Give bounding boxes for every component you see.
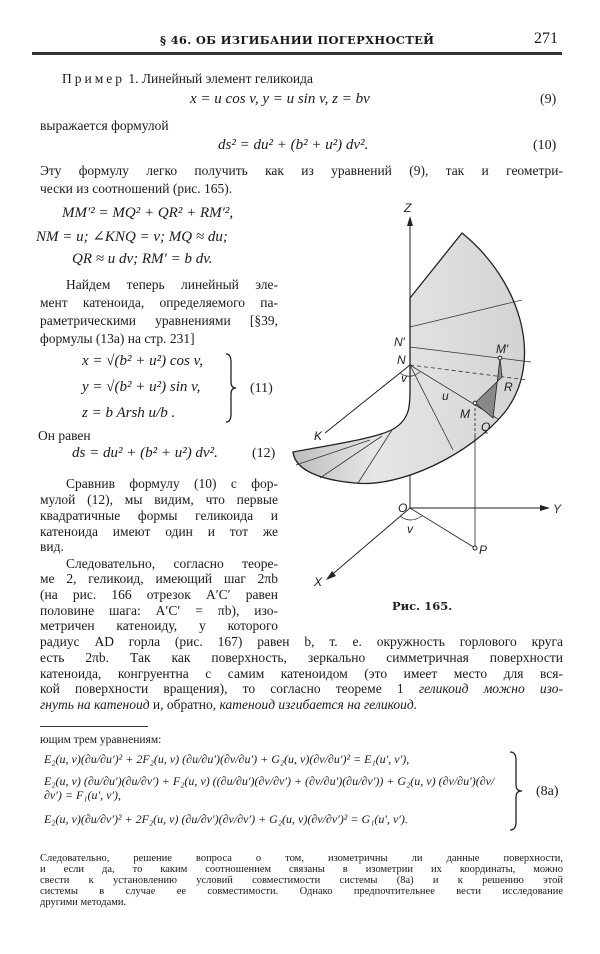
equation-11-line: y = √(b² + u²) sin v,: [82, 379, 201, 395]
text-line: раметрическими уравнениями [§39,: [40, 313, 278, 328]
arrow-z: [407, 216, 413, 226]
text-line: (на рис. 166 отрезок A′C′ равен: [40, 587, 278, 602]
equation-9: x = u cos v, y = u sin v, z = bv: [190, 91, 370, 107]
label-n: N: [397, 353, 406, 367]
page-number: 271: [534, 30, 558, 47]
relation-3: QR ≈ u dv; RM′ = b dv.: [72, 251, 213, 267]
text-line: есть 2πb. Так как поверхность, зеркально симметричная поверхности: [40, 650, 563, 665]
label-z: Z: [404, 201, 412, 215]
figure-caption: Рис. 165.: [392, 599, 453, 613]
text-line: ме 2, геликоид, имеющий шаг 2πb: [40, 571, 278, 586]
equation-11-line: z = b Arsh u/b .: [82, 405, 176, 421]
text-line: [40, 697, 417, 712]
text-italic: катеноид изгибается на геликоид.: [219, 697, 418, 712]
label-u: u: [442, 389, 449, 403]
label-q: Q: [481, 420, 491, 434]
label-x: X: [314, 575, 323, 589]
text-line: формулы (13а) на стр. 231]: [40, 331, 195, 346]
x-axis: [328, 508, 410, 578]
footnote-text-line: другими методами.: [40, 897, 127, 908]
label-y: Y: [553, 502, 562, 516]
arrow-y: [540, 505, 550, 511]
equation-9-number: (9): [540, 92, 557, 107]
label-o: O: [398, 501, 408, 515]
k-line: [325, 365, 410, 433]
header-rule: [32, 52, 562, 55]
equation-12: ds = du² + (b² + u²) dv².: [72, 445, 218, 461]
footnote-text-line: Следовательно, решение вопроса о том, изометричны ли данные поверхности,: [40, 853, 563, 864]
label-p: P: [479, 543, 488, 557]
angle-arc-bottom: [400, 516, 422, 520]
equation-12-number: (12): [252, 446, 276, 461]
right-brace: [224, 352, 238, 424]
equation-10: ds² = du² + (b² + u²) dv².: [218, 137, 369, 153]
text-line: радиус AD горла (рис. 167) равен b, т. е. окружность горлового круга: [40, 634, 563, 649]
text-line: катеноида, конгруентна с самим катеноидом (это имеет место для вся-: [40, 666, 563, 681]
label-k: K: [314, 429, 323, 443]
text-line: Сравнив формулу (10) с фор-: [66, 476, 278, 491]
text-line: выражается формулой: [40, 118, 169, 133]
equation-8a-line: E₂(u, v) (∂u/∂u′)(∂u/∂v′) + F₂(u, v) ((∂u/∂u′)(∂v/∂v′) + (∂v/∂u′)(∂u/∂v′)) + G₂(u, v) (∂v/∂u′)(∂v/∂v′) = F₁(u′, v′),: [44, 774, 495, 802]
text-line: Найдем теперь линейный эле-: [66, 277, 278, 292]
footnote-text-line: и если да, то каким соотношением связаны в изометрии их координаты, можно: [40, 864, 563, 875]
point-m-prime: [498, 356, 502, 360]
equation-10-number: (10): [533, 138, 557, 153]
label-m-prime: M′: [496, 342, 509, 356]
text-line: метричен катеноиду, у которого: [40, 618, 278, 633]
text-line: Эту формулу легко получить как из уравнений (9), так и геометри-: [40, 163, 563, 178]
footnote-rule: [40, 726, 148, 727]
example-label: Пример: [62, 71, 126, 86]
label-m: M: [460, 407, 470, 421]
text-line: квадратичные формы геликоида и: [40, 508, 278, 523]
example-intro: 1. Линейный элемент геликоида: [128, 71, 313, 86]
equation-8a-line: E₂(u, v)(∂u/∂v′)² + 2F₂(u, v) (∂u/∂v′)(∂v/∂v′) + G₂(u, v)(∂v/∂v′)² = G₁(u′, v′).: [44, 812, 408, 826]
text-line: половине шага: A′C′ = πb), изо-: [40, 603, 278, 618]
text-plain: и, обратно,: [149, 697, 220, 712]
point-m: [473, 401, 477, 405]
label-v-top: v: [401, 371, 407, 385]
point-p: [473, 546, 477, 550]
text-line: вид.: [40, 539, 64, 554]
text-line: мулой (12), мы видим, что первые: [40, 492, 278, 507]
label-v-bottom: v: [407, 522, 413, 536]
text-line: чески из соотношений (рис. 165).: [40, 181, 233, 196]
text-line: катеноида имеют один и тот же: [40, 524, 278, 539]
text-line: Следовательно, согласно теоре-: [66, 556, 278, 571]
text-plain: кой поверхности вращения), то согласно теореме 1: [40, 681, 419, 696]
equation-11-line: x = √(b² + u²) cos v,: [82, 353, 203, 369]
running-header: § 46. ОБ ИЗГИБАНИИ ПОГЕРХНОСТЕЙ: [160, 33, 435, 47]
text-italic: гнуть на катеноид: [40, 697, 150, 712]
footnote-intro: ющим трем уравнениям:: [40, 734, 162, 746]
label-r: R: [504, 380, 513, 394]
example-heading: [62, 71, 313, 86]
text-italic: геликоид можно изо-: [418, 681, 563, 696]
text-line: [40, 681, 563, 696]
right-brace: [508, 750, 524, 832]
footnote-text-line: системы в случае ее совместимости. Однако предпочтительнее вести исследование: [40, 886, 563, 897]
equation-8a-number: (8а): [536, 784, 559, 799]
footnote-text-line: свести к установлению условий совместимости системы (8а) и к решению этой: [40, 875, 563, 886]
helicoid-surface: [293, 233, 525, 484]
label-n-prime: N′: [394, 335, 405, 349]
equation-11-number: (11): [250, 381, 273, 396]
equation-8a-line: E₂(u, v)(∂u/∂u′)² + 2F₂(u, v) (∂u/∂u′)(∂v/∂u′) + G₂(u, v)(∂v/∂u′)² = E₁(u′, v′),: [44, 752, 410, 766]
text-line: Он равен: [38, 428, 91, 443]
relation-2: NM = u; ∠KNQ = v; MQ ≈ du;: [36, 229, 228, 245]
relation-1: MM′² = MQ² + QR² + RM′²,: [62, 205, 234, 221]
op-line: [410, 508, 475, 548]
helicoid-figure: [290, 190, 600, 620]
text-line: мент катеноида, определяемого па-: [40, 295, 278, 310]
